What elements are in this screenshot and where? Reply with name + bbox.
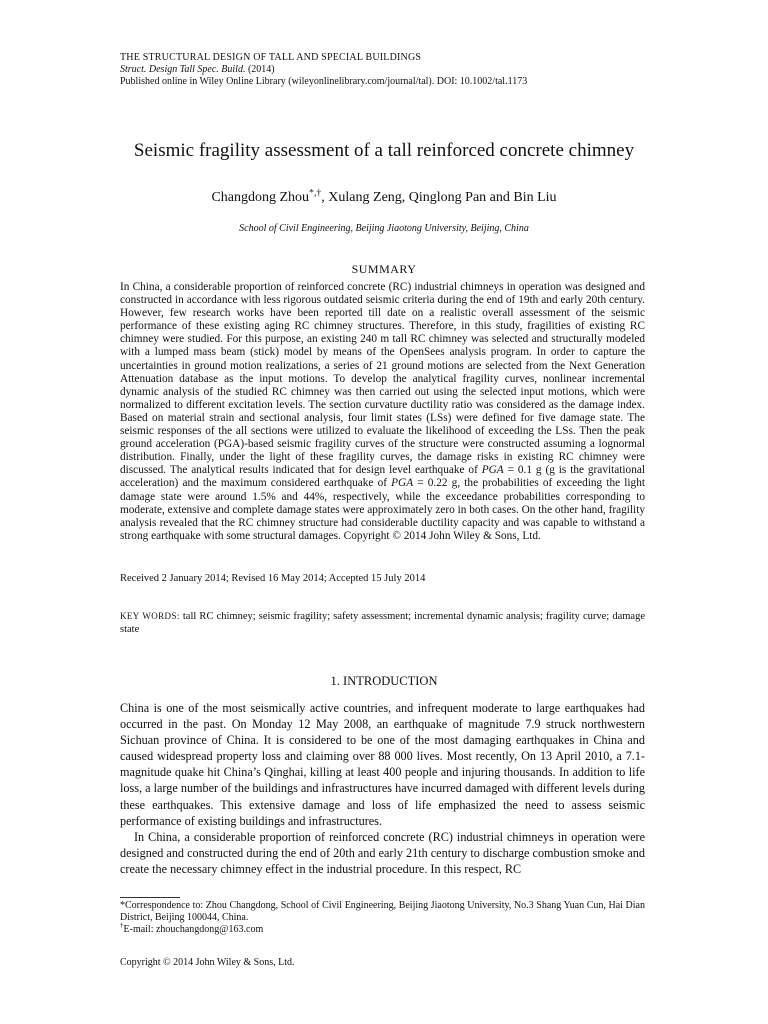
journal-name: THE STRUCTURAL DESIGN OF TALL AND SPECIAL BUILDINGS bbox=[120, 52, 422, 63]
abstract-variable-pga-2: PGA bbox=[391, 477, 414, 490]
email-address: E-mail: zhouchangdong@163.com bbox=[123, 924, 264, 935]
email-footnote-mark: † bbox=[120, 921, 124, 930]
copyright-notice: Copyright © 2014 John Wiley & Sons, Ltd. bbox=[120, 957, 295, 968]
journal-year: (2014) bbox=[245, 64, 275, 75]
abstract-part-3: = 0.22 g, the probabilities of exceeding the light damage state were around 1.5% and 44%, respectively, while the exceedance probabilities corresponding to moderate, extensive and complete damage states were approximately zero in both cases. On the other hand, fragility analysis revealed that the RC chimney structure had considerable ductility capacity and was capable to withstand a strong earthquake with some structural damages. Copyright © 2014 John Wiley & Sons, Ltd. bbox=[120, 477, 645, 542]
keywords bbox=[120, 610, 645, 636]
affiliation: School of Civil Engineering, Beijing Jiaotong University, Beijing, China bbox=[239, 223, 529, 234]
introduction-body bbox=[120, 700, 645, 877]
footnote-divider bbox=[120, 897, 180, 898]
email-footnote bbox=[120, 921, 645, 936]
keywords-label: KEY WORDS: bbox=[120, 611, 180, 621]
author-list bbox=[0, 187, 768, 206]
abstract-part-2: = 0.1 g (g is the gravitational acceleration) and the maximum considered earthquake of bbox=[120, 464, 645, 490]
journal-citation bbox=[120, 64, 680, 76]
keywords-text: tall RC chimney; seismic fragility; safety assessment; incremental dynamic analysis; fragility curve; damage state bbox=[120, 611, 645, 635]
introduction-paragraph-2: In China, a considerable proportion of reinforced concrete (RC) industrial chimneys in operation were designed and constructed during the end of 20th and early 21th century to discharge combustion smoke and create the necessary chimney effect in the industrial procedure. In this respect, RC bbox=[120, 829, 645, 876]
abstract-text bbox=[120, 281, 645, 543]
correspondence-footnote: *Correspondence to: Zhou Changdong, School of Civil Engineering, Beijing Jiaotong University, No.3 Shang Yuan Cun, Hai Dian District, Beijing 100044, China. bbox=[120, 900, 645, 923]
journal-header bbox=[120, 52, 680, 88]
paper-title: Seismic fragility assessment of a tall reinforced concrete chimney bbox=[133, 140, 635, 161]
co-authors: , Xulang Zeng, Qinglong Pan and Bin Liu bbox=[321, 190, 557, 205]
author-footnote-marks: *,† bbox=[309, 187, 322, 199]
footnotes bbox=[120, 900, 645, 936]
corresponding-author: Changdong Zhou bbox=[211, 190, 310, 205]
journal-abbreviation: Struct. Design Tall Spec. Build. bbox=[120, 64, 246, 75]
abstract-variable-pga-1: PGA bbox=[481, 464, 504, 477]
received-dates: Received 2 January 2014; Revised 16 May 2014; Accepted 15 July 2014 bbox=[120, 573, 426, 584]
introduction-heading: 1. INTRODUCTION bbox=[330, 674, 438, 688]
summary-heading: SUMMARY bbox=[351, 262, 417, 276]
abstract-part-1: In China, a considerable proportion of reinforced concrete (RC) industrial chimneys in operation was designed and constructed in accordance with less rigorous outdated seismic criteria during the end of 19th and early 20th century. However, few research works have been reported till date on a realistic overall assessment of the seismic performance of these existing aging RC chimney structures. Therefore, in this study, fragilities of existing RC chimney were studied. For this purpose, an existing 240 m tall RC chimney was selected and structurally modeled with a lumped mass beam (stick) model by means of the OpenSees analysis program. In order to capture the uncertainties in ground motion realizations, a series of 21 ground motions are selected from the Next Generation Attenuation database as the input motions. To develop the analytical fragility curves, nonlinear incremental dynamic analysis of the studied RC chimney was then carried out using the selected input motions, which were normalized to different excitation levels. The section curvature ductility ratio was considered as the damage index. Based on material strain and sectional analysis, four limit states (LSs) were defined for five damage state. The seismic responses of the all sections were utilized to evaluate the likelihood of exceeding the LSs. Then the peak ground acceleration (PGA)-based seismic fragility curves of the structure were constructed assuming a lognormal distribution. Finally, under the light of these fragility curves, the damage risks in existing RC chimney were discussed. The analytical results indicated that for design level earthquake of bbox=[120, 281, 645, 477]
introduction-paragraph-1: China is one of the most seismically active countries, and infrequent moderate to large earthquakes had occurred in the past. On Monday 12 May 2008, an earthquake of magnitude 7.9 struck northwestern Sichuan province of China. It is considered to be one of the most damaging earthquakes in China and caused widespread property loss and claiming over 88 000 lives. Most recently, On 13 April 2010, a 7.1-magnitude quake hit China’s Qinghai, killing at least 400 people and injuring thousands. In addition to life loss, a large number of the buildings and infrastructures have incurred damaged with different levels during these earthquakes. This extensive damage and loss of life emphasized the need to assess seismic performance of existing buildings and infrastructures. bbox=[120, 701, 645, 828]
publication-info: Published online in Wiley Online Library (wileyonlinelibrary.com/journal/tal). DOI: 10.1002/tal.1173 bbox=[120, 76, 528, 87]
